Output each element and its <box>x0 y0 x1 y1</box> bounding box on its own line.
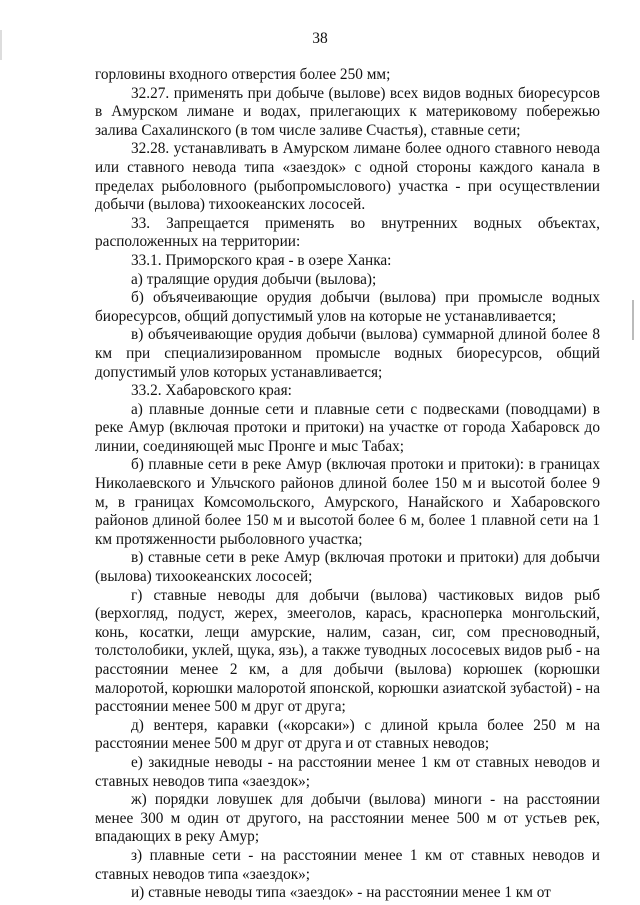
paragraph: в) ставные сети в реке Амур (включая протоки и притоки) для добычи (вылова) тихоокеанских лососей; <box>95 549 600 586</box>
paragraph: е) закидные неводы - на расстоянии менее 1 км от ставных неводов и ставных неводов типа «заездок»; <box>95 753 600 790</box>
paragraph: б) объячеивающие орудия добычи (вылова) при промысле водных биоресурсов, общий допустимый улов на которые не устанавливается; <box>95 289 600 325</box>
paragraph: 33.2. Хабаровского края: <box>131 382 292 400</box>
paragraph: 32.27. применять при добыче (вылове) всех видов водных биоресурсов в Амурском лимане и водах, прилегающих к материковому побережью залива Сахалинского (в том числе заливе Счастья), ставные сети; <box>95 84 600 139</box>
scan-edge-mark-left <box>0 30 2 60</box>
paragraph: 32.28. устанавливать в Амурском лимане более одного ставного невода или ставного невода типа «заездок» с одной стороны каждого канала в пределах рыболовного (рыбопромыслового) участка - при осуществлении добычи (вылова) тихоокеанских лососей. <box>95 140 600 214</box>
paragraph: 33.1. Приморского края - в озере Ханка: <box>131 251 392 269</box>
scan-edge-mark <box>632 300 634 340</box>
paragraph: а) тралящие орудия добычи (вылова); <box>131 270 377 288</box>
document-body <box>95 66 600 903</box>
paragraph: и) ставные неводы типа «заездок» - на расстоянии менее 1 км от <box>131 884 551 902</box>
paragraph: а) плавные донные сети и плавные сети с подвесками (поводцами) в реке Амур (включая протоки и притоки) на участке от города Хабаровск до линии, соединяющей мыс Пронге и мыс Табах; <box>95 400 600 455</box>
paragraph: г) ставные неводы для добычи (вылова) частиковых видов рыб (верхогляд, подуст, жерех, змееголов, карась, красноперка монгольский, конь, косатки, лещи амурские, налим, сазан, сиг, сом пресноводный, толстолобики, уклей, щука, язь), а также туводных лососевых видов рыб - на расстоянии менее 2 км, а для добычи (вылова) корюшек (корюшки малоротой, корюшки малоротой японской, корюшки азиатской зубастой) - на расстоянии менее 500 м друг от друга; <box>95 586 600 716</box>
page-number: 38 <box>312 30 328 47</box>
paragraph: з) плавные сети - на расстоянии менее 1 км от ставных неводов и ставных неводов типа «заездок»; <box>95 846 600 883</box>
paragraph: ж) порядки ловушек для добычи (вылова) миноги - на расстоянии менее 300 м один от другого, на расстоянии менее 500 м от устьев рек, впадающих в реку Амур; <box>95 791 600 846</box>
paragraph: 33. Запрещается применять во внутренних водных объектах, расположенных на территории: <box>95 214 600 251</box>
paragraph: горловины входного отверстия более 250 мм; <box>95 66 391 83</box>
paragraph: б) плавные сети в реке Амур (включая протоки и притоки): в границах Николаевского и Ульчского районов длиной более 150 м и высотой более 9 м, в границах Комсомольского, Амурского, Нанайского и Хабаровского районов длиной более 150 м и высотой более 6 м, более 1 плавной сети на 1 км протяженности рыболовного участка; <box>95 456 600 548</box>
paragraph: д) вентеря, каравки («корсаки») с длиной крыла более 250 м на расстоянии менее 500 м друг от друга и от ставных неводов; <box>95 716 600 753</box>
paragraph: в) объячеивающие орудия добычи (вылова) суммарной длиной более 8 км при специализированном промысле водных биоресурсов, общий допустимый улов которых устанавливается; <box>95 326 600 381</box>
